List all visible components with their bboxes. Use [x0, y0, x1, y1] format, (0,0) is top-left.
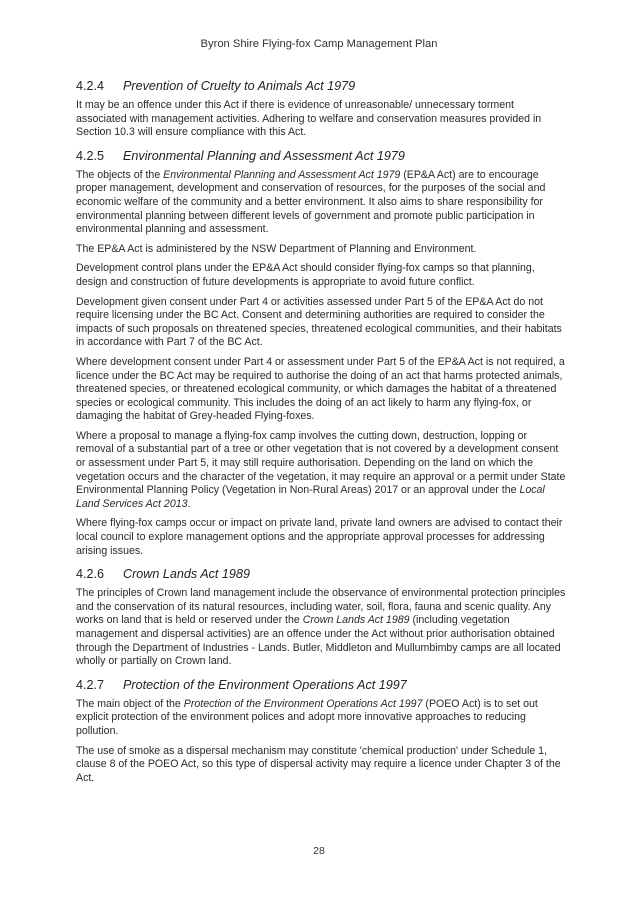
section-title: Environmental Planning and Assessment Act 1979: [123, 148, 405, 163]
paragraph: [76, 698, 566, 739]
section-title: Crown Lands Act 1989: [123, 567, 250, 582]
paragraph: [76, 587, 566, 669]
italic-act-title: Local Land Services Act 2013: [76, 484, 545, 510]
section-heading: [76, 148, 566, 165]
paragraph: [76, 243, 566, 257]
paragraph-text: The main object of the: [76, 697, 184, 710]
paragraph: [76, 745, 566, 786]
section-number: 4.2.5: [76, 148, 105, 163]
italic-act-title: Environmental Planning and Assessment Act 1979: [163, 168, 401, 181]
section-heading: [76, 677, 566, 694]
paragraph-text: The EP&A Act is administered by the NSW Department of Planning and Environment.: [76, 242, 477, 255]
paragraph: [76, 430, 566, 512]
paragraph-text: Development control plans under the EP&A Act should consider flying-fox camps so that planning, design and construction of future developments is appropriate to avoid future conflict.: [76, 262, 535, 288]
section-number: 4.2.4: [76, 79, 105, 93]
paragraph-text: (including vegetation management and dispersal activities) are an offence under the Act without prior authorisation obtained through the Department of Industries - Lands. Butler, Middleton and Mullumbimby camps are all located wholly or partially on Crown land.: [76, 614, 561, 668]
paragraph: [76, 169, 566, 237]
paragraph: [76, 99, 566, 140]
running-header: Byron Shire Flying-fox Camp Management Plan: [200, 38, 438, 50]
italic-act-title: Crown Lands Act 1989: [302, 614, 410, 627]
italic-act-title: Protection of the Environment Operations Act 1997: [183, 697, 423, 710]
paragraph: [76, 517, 566, 558]
paragraph: [76, 296, 566, 350]
section-heading: [76, 566, 566, 583]
paragraph-text: Where development consent under Part 4 or assessment under Part 5 of the EP&A Act is not required, a licence under the BC Act may be required to authorise the doing of an act that harms protected animals, threatened species, or threatened ecological community, or which damages the habitat of a threatened species or ecological community. This includes the doing of an act likely to harm any flying-fox, or damaging the habitat of Grey-headed Flying-foxes.: [76, 355, 565, 423]
section-number: 4.2.6: [76, 567, 105, 582]
section-title: Prevention of Cruelty to Animals Act 1979: [123, 79, 356, 93]
paragraph-text: Development given consent under Part 4 or activities assessed under Part 5 of the EP&A Act do not require licensing under the BC Act. Consent and determining authorities are required to consider the impacts of such proposals on threatened species, threatened ecological communities, and their habitats in accordance with Part 7 of the BC Act.: [76, 295, 562, 349]
section-number: 4.2.7: [76, 677, 105, 692]
paragraph-text: The objects of the: [76, 168, 164, 181]
paragraph-text: Where flying-fox camps occur or impact on private land, private land owners are advised to contact their local council to explore management options and the appropriate approval processes for addressing arising issues.: [76, 517, 563, 557]
page-number: 28: [313, 845, 325, 857]
section-title: Protection of the Environment Operations Act 1997: [123, 677, 407, 692]
page-content: [76, 70, 566, 791]
paragraph: [76, 262, 566, 289]
paragraph: [76, 356, 566, 424]
paragraph-text: Where a proposal to manage a flying-fox camp involves the cutting down, destruction, lopping or removal of a substantial part of a tree or other vegetation that is not covered by a development consent or assessment under Part 5, it may still require authorisation. Depending on the land on which the vegetation occurs and the character of the vegetation, it may require an approval or a permit under State Environmental Planning Policy (Vegetation in Non-Rural Areas) 2017 or an approval under the: [76, 429, 566, 497]
paragraph-text: .: [187, 497, 191, 510]
paragraph-text: The use of smoke as a dispersal mechanism may constitute 'chemical production' under Schedule 1, clause 8 of the POEO Act, so this type of dispersal activity may require a licence under Chapter 3 of the Act.: [76, 744, 561, 784]
section-heading: [76, 78, 566, 95]
paragraph-text: (POEO Act) is to set out explicit protection of the environment polices and adopt more innovative approaches to reducing pollution.: [76, 697, 538, 737]
paragraph-text: (EP&A Act) are to encourage proper management, development and conservation of resources, for the purposes of the social and economic welfare of the community and a better environment. It also aims to share responsibility for environmental planning between different levels of government and promote public participation in environmental planning and assessment.: [76, 168, 546, 236]
paragraph-text: The principles of Crown land management include the observance of environmental protection principles and the conservation of its natural resources, including water, soil, flora, fauna and scenic quality. Any works on land that is held or reserved under the: [76, 587, 566, 627]
paragraph-text: It may be an offence under this Act if there is evidence of unreasonable/ unnecessary torment associated with management activities. Adhering to welfare and conservation measures provided in Section 10.3 will ensure compliance with this Act.: [76, 99, 542, 139]
